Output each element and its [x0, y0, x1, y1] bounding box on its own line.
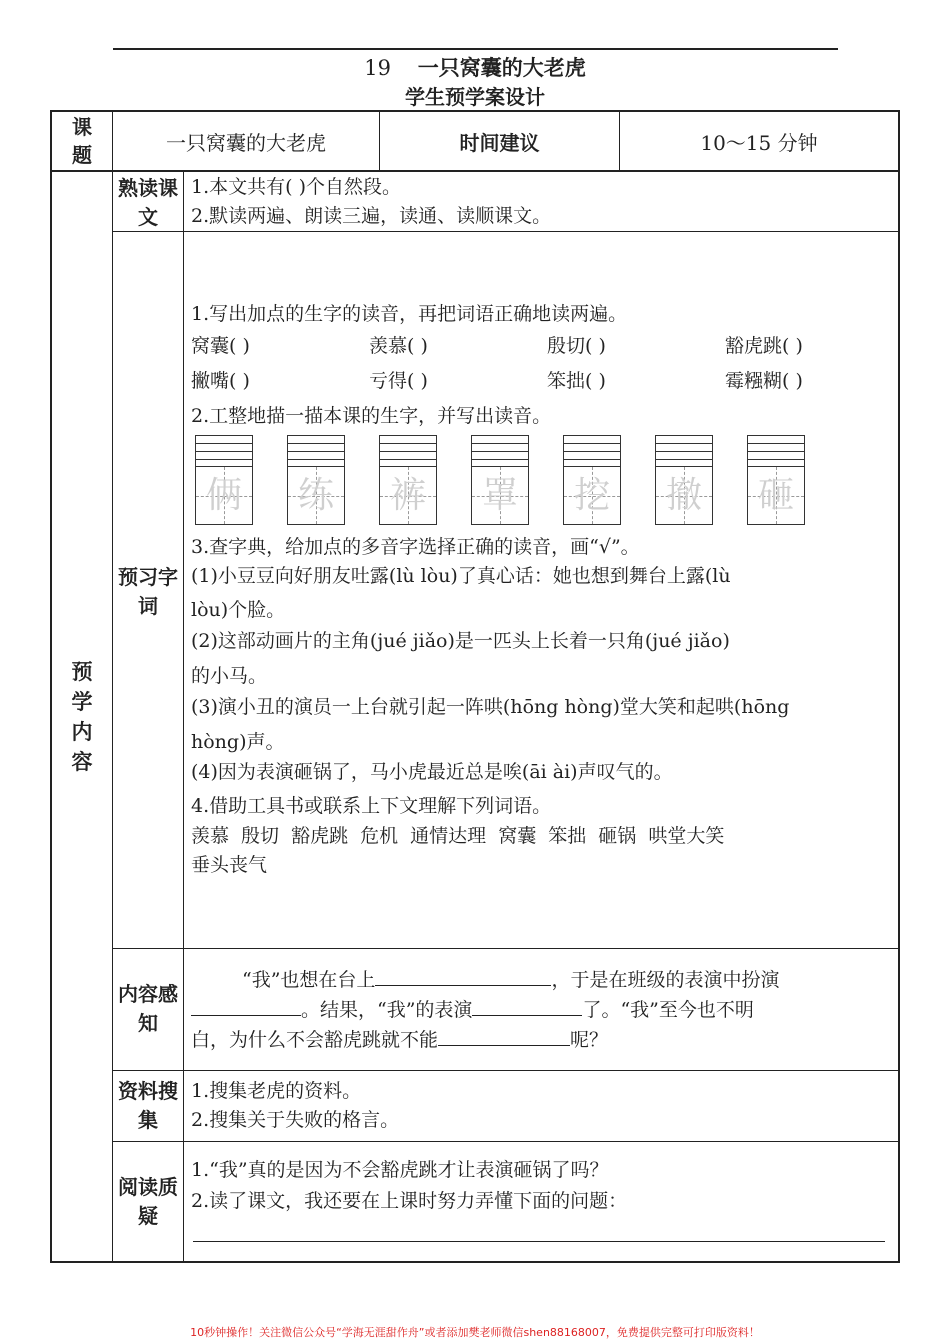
word-item: 霉糨糊( ): [725, 370, 803, 392]
topic-value: 一只窝囊的大老虎: [166, 130, 326, 155]
words-q3-line: lòu)个脸。: [191, 599, 286, 621]
char-grid: [563, 435, 621, 525]
content-line-3: 白，为什么不会豁虎跳就不能 呢？: [191, 1025, 608, 1055]
collect-line-1: 1.搜集老虎的资料。: [191, 1080, 362, 1102]
content-line-1: “我”也想在台上 ，于是在班级的表演中扮演: [242, 965, 779, 995]
trace-char: 砸: [757, 475, 794, 516]
words-label: 预习字词: [118, 565, 178, 618]
words-q3-line: (2)这部动画片的主角(jué jiǎo)是一匹头上长着一只角(jué jiǎo): [191, 630, 730, 652]
topic-label: 课题: [72, 115, 92, 167]
question-label: 阅读质疑: [118, 1175, 178, 1228]
word-item: 窝囊( ): [191, 335, 250, 357]
read-line-1: 1.本文共有( )个自然段。: [191, 176, 401, 198]
page-subtitle: 学生预学案设计: [405, 85, 545, 109]
char-grid: [655, 435, 713, 525]
words-q3-line: (3)演小丑的演员一上台就引起一阵哄(hōng hòng)堂大笑和起哄(hōng: [191, 696, 790, 718]
collect-line-2: 2.搜集关于失败的格言。: [191, 1109, 400, 1131]
char-grid: [379, 435, 437, 525]
worksheet-table: [50, 110, 900, 1263]
words-q4-line: 垂头丧气: [191, 854, 268, 876]
trace-char: 练: [297, 475, 334, 516]
words-q3-line: hòng)声。: [191, 731, 285, 753]
word-item: 豁虎跳( ): [725, 335, 803, 357]
word-item: 羡慕( ): [369, 335, 428, 357]
word-item: 撇嘴( ): [191, 370, 250, 392]
answer-line[interactable]: [193, 1221, 885, 1242]
read-line-2: 2.默读两遍、朗读三遍，读通、读顺课文。: [191, 205, 552, 227]
fill-blank[interactable]: [438, 1025, 570, 1046]
collect-label: 资料搜集: [118, 1079, 178, 1132]
time-label: 时间建议: [459, 130, 540, 155]
words-q3-line: 的小马。: [191, 665, 268, 687]
words-row-1: [191, 331, 875, 361]
fill-blank[interactable]: [191, 995, 301, 1016]
lesson-title: [0, 54, 950, 82]
char-grid: [471, 435, 529, 525]
trace-char: 裤: [389, 475, 426, 516]
question-line-2: 2.读了课文，我还要在上课时努力弄懂下面的问题：: [191, 1190, 628, 1212]
words-q3: 3.查字典，给加点的多音字选择正确的读音，画“√”。: [191, 536, 640, 558]
lesson-number: 19: [364, 56, 392, 80]
question-line-1: 1.“我”真的是因为不会豁虎跳才让表演砸锅了吗？: [191, 1159, 609, 1181]
trace-char: 俩: [205, 475, 242, 516]
words-q1: 1.写出加点的生字的读音，再把词语正确地读两遍。: [191, 303, 628, 325]
content-line-2: 。结果，“我”的表演 了。“我”至今也不明: [191, 995, 754, 1025]
words-q3-line: (4)因为表演砸锅了，马小虎最近总是唉(āi ài)声叹气的。: [191, 761, 673, 783]
words-row-2: [191, 366, 875, 396]
fill-blank[interactable]: [375, 965, 551, 986]
words-q4-line: 羡慕 殷切 豁虎跳 危机 通情达理 窝囊 笨拙 砸锅 哄堂大笑: [191, 825, 725, 847]
trace-char: 罩: [481, 475, 518, 516]
content-label: 内容感知: [118, 982, 178, 1035]
read-label: 熟读课文: [118, 176, 178, 229]
word-item: 笨拙( ): [547, 370, 606, 392]
side-label: 预学内容: [71, 659, 93, 774]
char-grid: [287, 435, 345, 525]
lesson-name: 一只窝囊的大老虎: [417, 56, 586, 80]
words-q3-line: (1)小豆豆向好朋友吐露(lù lòu)了真心话：她也想到舞台上露(lù: [191, 565, 731, 587]
words-q4: 4.借助工具书或联系上下文理解下列词语。: [191, 795, 552, 817]
char-grid: [195, 435, 253, 525]
trace-char: 撤: [665, 475, 702, 516]
trace-char: 挖: [573, 475, 610, 516]
words-q2: 2.工整地描一描本课的生字，并写出读音。: [191, 405, 552, 427]
time-value: 10～15 分钟: [700, 130, 818, 155]
word-item: 亏得( ): [369, 370, 428, 392]
fill-blank[interactable]: [472, 995, 582, 1016]
footer-note: 10秒钟操作！关注微信公众号“学海无涯甜作舟”或者添加樊老师微信shen88168007，免费提供完整可打印版资料！: [190, 1326, 760, 1339]
char-grid: [747, 435, 805, 525]
word-item: 殷切( ): [547, 335, 606, 357]
top-rule: [113, 48, 838, 50]
